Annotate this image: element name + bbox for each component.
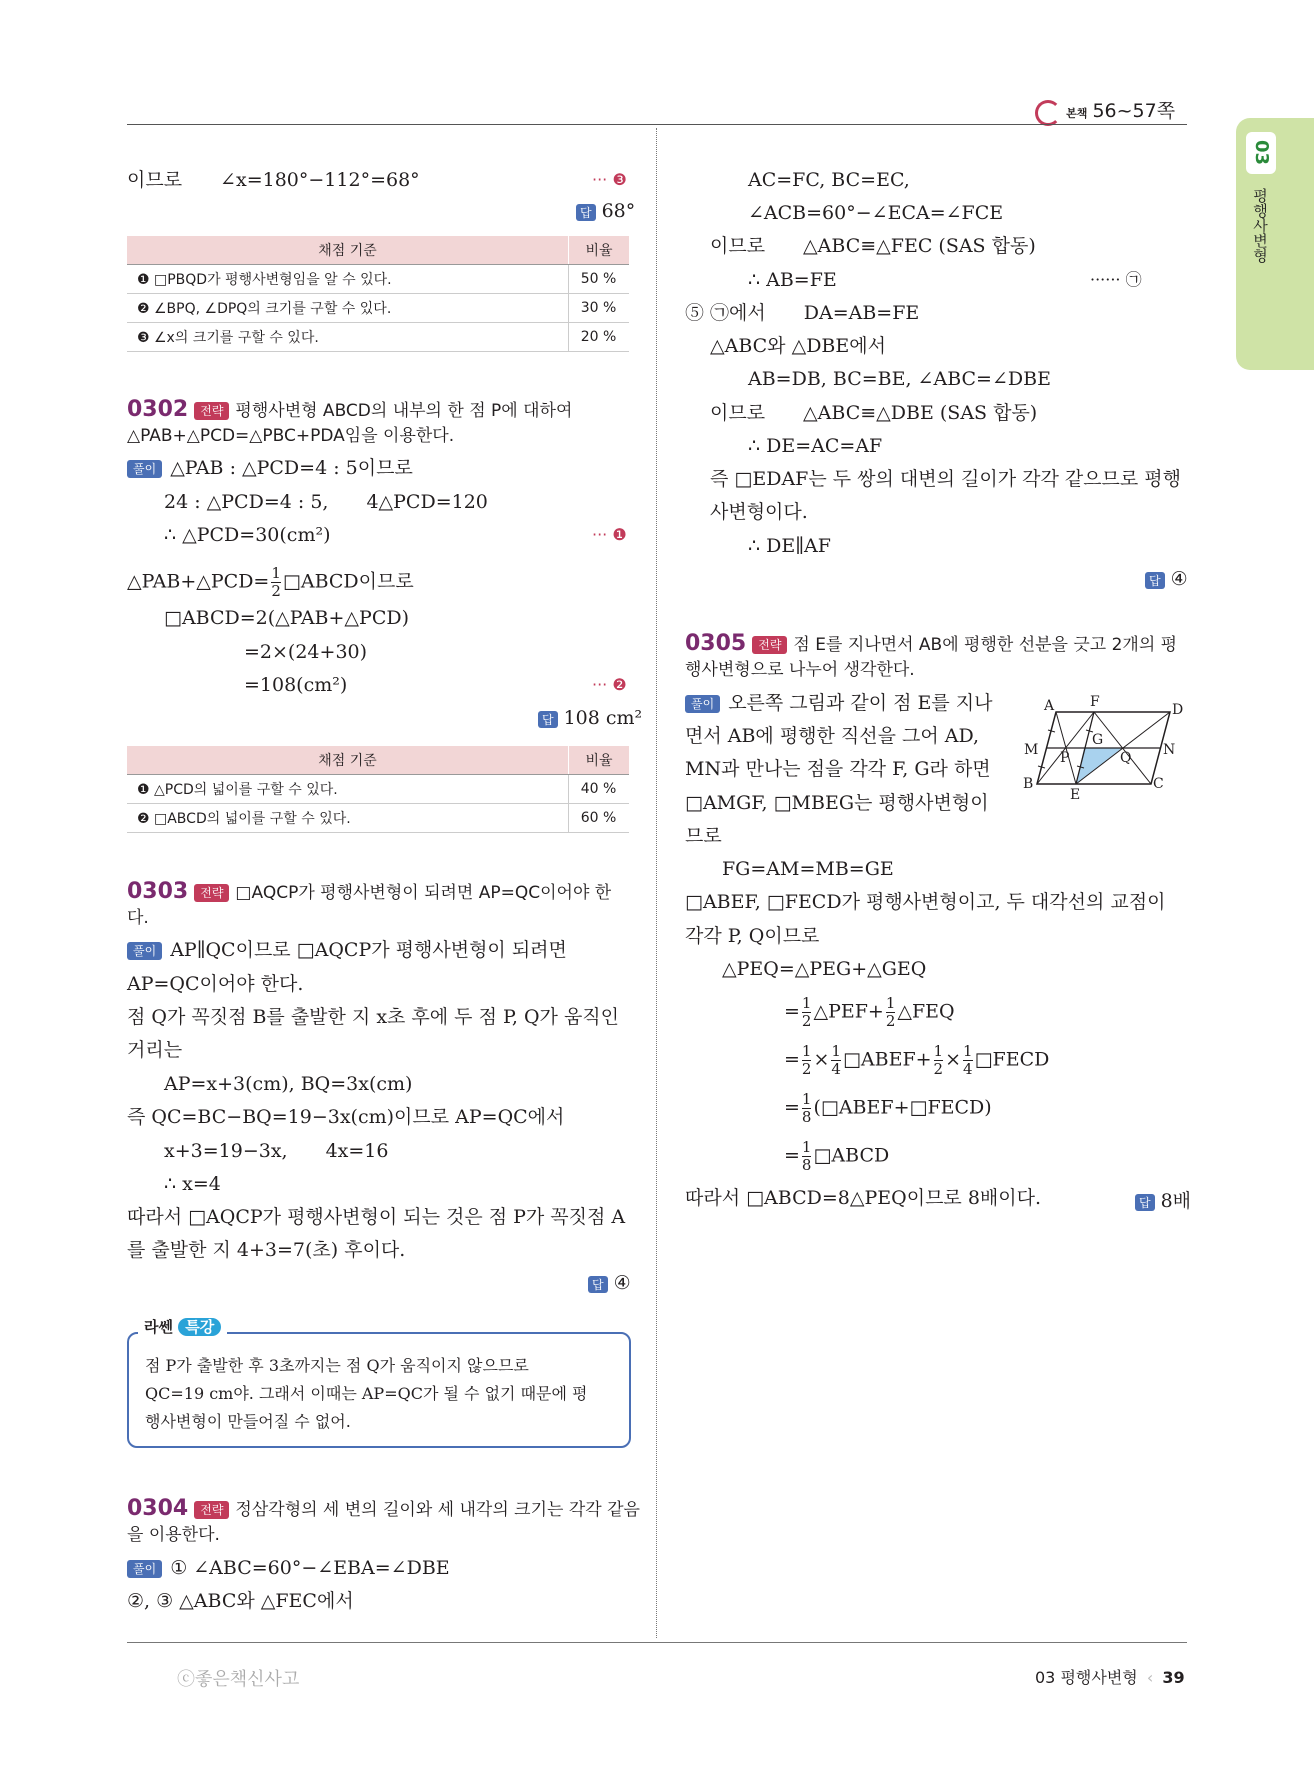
answer-icon: 답 bbox=[1145, 572, 1165, 589]
text-line: x+3=19−3x, 4x=16 bbox=[164, 1140, 389, 1162]
label-g: G bbox=[1092, 732, 1104, 748]
label-p: P bbox=[1060, 750, 1070, 766]
table-header: 비율 bbox=[569, 236, 630, 265]
text-line: 풀이 오른쪽 그림과 같이 점 E를 지나 bbox=[685, 691, 993, 715]
text-line: 면서 AB에 평행한 직선을 그어 AD, bbox=[685, 725, 980, 747]
text-line: AC=FC, BC=EC, bbox=[748, 169, 910, 191]
fraction: $\frac{1}{8}$ bbox=[801, 1138, 812, 1174]
arrow-icon bbox=[1035, 100, 1061, 126]
bottom-rule bbox=[127, 1642, 1187, 1643]
text-line: 사변형이다. bbox=[710, 501, 808, 523]
step-mark: ··· ❸ bbox=[592, 170, 627, 189]
solution-tag: 풀이 bbox=[685, 695, 720, 713]
fraction: $\frac{1}{8}$ bbox=[801, 1090, 812, 1126]
text-line: AP=QC이어야 한다. bbox=[127, 973, 304, 995]
text-line: 를 출발한 지 4+3=7(초) 후이다. bbox=[127, 1239, 406, 1261]
text-line: ∠ACB=60°−∠ECA=∠FCE bbox=[748, 202, 1004, 224]
answer-icon: 답 bbox=[588, 1276, 608, 1293]
tip-text: QC=19 cm야. 그래서 이때는 AP=QC가 될 수 없기 때문에 평 bbox=[145, 1384, 588, 1403]
text-line: 즉 QC=BC−BQ=19−3x(cm)이므로 AP=QC에서 bbox=[127, 1106, 565, 1128]
text-line: □ABCD=2(△PAB+△PCD) bbox=[164, 607, 410, 629]
fraction: $\frac{1}{2}$ bbox=[801, 1042, 812, 1078]
label-b: B bbox=[1023, 776, 1034, 792]
strategy-text: 평행사변형 ABCD의 내부의 한 점 P에 대하여 bbox=[235, 401, 573, 421]
text-line: 풀이 AP∥QC이므로 □AQCP가 평행사변형이 되려면 bbox=[127, 938, 567, 962]
strategy-text: 행사변형으로 나누어 생각한다. bbox=[685, 660, 915, 680]
label-f: F bbox=[1090, 694, 1100, 710]
answer-icon: 답 bbox=[1135, 1194, 1155, 1211]
text-line: = $\frac{1}{8}$ □ABCD bbox=[784, 1138, 890, 1174]
chevron-left-icon: ‹ bbox=[1146, 1668, 1154, 1687]
problem-0304-header bbox=[127, 1497, 640, 1522]
text-line: 따라서 □ABCD=8△PEQ이므로 8배이다. bbox=[685, 1187, 1042, 1209]
text-line: ∴ DE=AC=AF bbox=[748, 435, 883, 457]
answer: 답 ④ bbox=[1145, 568, 1188, 590]
table-row: ❶ △PCD의 넓이를 구할 수 있다. 40 % bbox=[127, 775, 629, 804]
text-line: ∴ DE∥AF bbox=[748, 535, 831, 557]
label-q: Q bbox=[1120, 750, 1132, 766]
text-line: = $\frac{1}{2}$ △PEF+ $\frac{1}{2}$ △FEQ bbox=[784, 994, 955, 1030]
strategy-tag: 전략 bbox=[752, 636, 787, 654]
solution-tag: 풀이 bbox=[127, 942, 162, 960]
text-line: 이므로 △ABC≡△DBE (SAS 합동) bbox=[710, 402, 1038, 424]
strategy-text: 점 E를 지나면서 AB에 평행한 선분을 긋고 2개의 평 bbox=[793, 635, 1178, 655]
fraction: $\frac{1}{4}$ bbox=[963, 1042, 973, 1078]
step-mark: ······ ㉠ bbox=[1090, 270, 1142, 289]
label-d: D bbox=[1172, 702, 1184, 718]
publisher: ⓒ좋은책신사고 bbox=[177, 1669, 300, 1690]
label-a: A bbox=[1044, 698, 1055, 714]
text-line: △PAB+△PCD= $\frac{1}{2}$ □ABCD이므로 bbox=[127, 564, 414, 600]
top-rule bbox=[127, 124, 1187, 125]
fraction: $\frac{1}{2}$ bbox=[271, 564, 281, 600]
tip-title: 라쎈 특강 bbox=[138, 1316, 227, 1337]
label-n: N bbox=[1163, 742, 1176, 758]
strategy-tag: 전략 bbox=[194, 1501, 229, 1519]
text-line: △ABC와 △DBE에서 bbox=[710, 335, 886, 357]
strategy-text: △PAB+△PCD=△PBC+PDA임을 이용한다. bbox=[127, 426, 455, 446]
problem-number: 0302 bbox=[127, 397, 189, 422]
page-ref bbox=[1035, 96, 1175, 126]
column-divider bbox=[656, 128, 657, 1638]
strategy-text: 다. bbox=[127, 908, 149, 928]
table-row: ❶ □PBQD가 평행사변형임을 알 수 있다. 50 % bbox=[127, 265, 629, 294]
text-line: 거리는 bbox=[127, 1039, 183, 1061]
text-line: 이므로 △ABC≡△FEC (SAS 합동) bbox=[710, 235, 1036, 257]
text-line: 므로 bbox=[685, 825, 722, 847]
fraction: $\frac{1}{2}$ bbox=[801, 994, 812, 1030]
scoring-table bbox=[127, 236, 629, 352]
text-line: =2×(24+30) bbox=[244, 641, 368, 663]
text-line: ∴ x=4 bbox=[164, 1173, 221, 1195]
tip-text: 점 P가 출발한 후 3초까지는 점 Q가 움직이지 않으므로 bbox=[145, 1356, 529, 1375]
text-line: 풀이 ① ∠ABC=60°−∠EBA=∠DBE bbox=[127, 1556, 450, 1580]
fraction: $\frac{1}{4}$ bbox=[831, 1042, 841, 1078]
table-row: ❸ ∠x의 크기를 구할 수 있다. 20 % bbox=[127, 323, 629, 352]
label-e: E bbox=[1070, 787, 1081, 802]
text-line: ∴ △PCD=30(cm²) bbox=[164, 524, 331, 546]
text-line: ∴ AB=FE bbox=[748, 269, 837, 291]
table-header: 채점 기준 bbox=[127, 236, 569, 265]
strategy-text: 을 이용한다. bbox=[127, 1525, 220, 1545]
side-tab bbox=[1236, 118, 1314, 370]
text-line: = $\frac{1}{2}$ × $\frac{1}{4}$ □ABEF+ $\frac{1}{2}$ × $\frac{1}{4}$ □FECD bbox=[784, 1042, 1050, 1078]
side-tab-number: 03 bbox=[1246, 132, 1276, 174]
scoring-table bbox=[127, 746, 629, 833]
ref-label: 본책 bbox=[1066, 107, 1088, 120]
text-line: ⑤ ㉠에서 DA=AB=FE bbox=[685, 302, 920, 324]
text-line: 각각 P, Q이므로 bbox=[685, 925, 820, 947]
problem-0305-header bbox=[685, 632, 1177, 657]
table-header: 비율 bbox=[569, 746, 630, 775]
label-c: C bbox=[1153, 776, 1164, 792]
text-line: □AMGF, □MBEG는 평행사변형이 bbox=[685, 792, 989, 814]
text-line: 따라서 □AQCP가 평행사변형이 되는 것은 점 P가 꼭짓점 A bbox=[127, 1206, 626, 1228]
parallelogram-figure bbox=[1020, 692, 1195, 802]
fraction: $\frac{1}{2}$ bbox=[885, 994, 896, 1030]
solution-tag: 풀이 bbox=[127, 1560, 162, 1578]
text-line: =108(cm²) bbox=[244, 674, 348, 696]
answer: 답 ④ bbox=[588, 1272, 631, 1294]
answer: 답 68° bbox=[576, 200, 635, 222]
answer: 답 8배 bbox=[1135, 1186, 1191, 1213]
table-row: ❷ ∠BPQ, ∠DPQ의 크기를 구할 수 있다. 30 % bbox=[127, 294, 629, 323]
solution-tag: 풀이 bbox=[127, 460, 162, 478]
text-line: 이므로 ∠x=180°−112°=68° bbox=[127, 169, 420, 191]
problem-0303-header bbox=[127, 880, 611, 905]
text-line: AP=x+3(cm), BQ=3x(cm) bbox=[164, 1073, 413, 1095]
problem-number: 0303 bbox=[127, 879, 189, 904]
text-line: △PEQ=△PEG+△GEQ bbox=[722, 958, 927, 980]
answer: 답 108 cm² bbox=[538, 707, 642, 729]
strategy-tag: 전략 bbox=[194, 884, 229, 902]
strategy-text: 정삼각형의 세 변의 길이와 세 내각의 크기는 각각 같음 bbox=[235, 1500, 640, 1520]
step-mark: ··· ❶ bbox=[592, 525, 627, 544]
table-header: 채점 기준 bbox=[127, 746, 569, 775]
text-line: ②, ③ △ABC와 △FEC에서 bbox=[127, 1590, 354, 1612]
text-line: FG=AM=MB=GE bbox=[722, 858, 894, 880]
fraction: $\frac{1}{2}$ bbox=[933, 1042, 944, 1078]
answer-icon: 답 bbox=[576, 204, 596, 221]
ref-pages: 56~57쪽 bbox=[1092, 100, 1176, 122]
text-line: □ABEF, □FECD가 평행사변형이고, 두 대각선의 교점이 bbox=[685, 891, 1166, 913]
strategy-tag: 전략 bbox=[194, 402, 229, 420]
text-line: 풀이 △PAB : △PCD=4 : 5이므로 bbox=[127, 456, 413, 480]
label-m: M bbox=[1024, 742, 1039, 758]
problem-0302-header bbox=[127, 398, 572, 423]
tip-text: 행사변형이 만들어질 수 없어. bbox=[145, 1412, 351, 1431]
text-line: = $\frac{1}{8}$ (□ABEF+□FECD) bbox=[784, 1090, 992, 1126]
footer-chapter: 03 평행사변형 ‹ 39 bbox=[1035, 1668, 1185, 1687]
text-line: 점 Q가 꼭짓점 B를 출발한 지 x초 후에 두 점 P, Q가 움직인 bbox=[127, 1006, 620, 1028]
text-line: 24 : △PCD=4 : 5, 4△PCD=120 bbox=[164, 491, 488, 513]
side-tab-title: 평행사변형 bbox=[1251, 188, 1269, 263]
text-line: 즉 □EDAF는 두 쌍의 대변의 길이가 각각 같으므로 평행 bbox=[710, 468, 1182, 490]
table-row: ❷ □ABCD의 넓이를 구할 수 있다. 60 % bbox=[127, 804, 629, 833]
page-number: 39 bbox=[1162, 1668, 1185, 1687]
tip-badge: 특강 bbox=[178, 1318, 221, 1336]
problem-number: 0304 bbox=[127, 1496, 189, 1521]
step-mark: ··· ❷ bbox=[592, 675, 627, 694]
strategy-text: □AQCP가 평행사변형이 되려면 AP=QC이어야 한 bbox=[235, 883, 612, 903]
text-line: MN과 만나는 점을 각각 F, G라 하면 bbox=[685, 758, 991, 780]
answer-icon: 답 bbox=[538, 711, 558, 728]
problem-number: 0305 bbox=[685, 631, 747, 656]
text-line: AB=DB, BC=BE, ∠ABC=∠DBE bbox=[748, 368, 1051, 390]
